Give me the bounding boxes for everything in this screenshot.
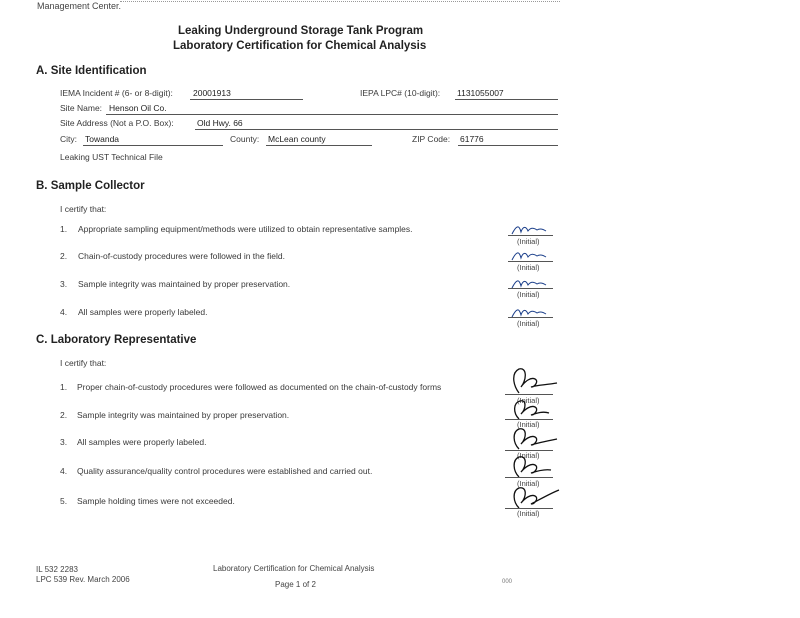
site-name-value: Henson Oil Co. [109,103,167,113]
initial-signature-icon [505,425,560,453]
section-b-certify: I certify that: [60,204,107,214]
file-label: Leaking UST Technical File [60,152,163,162]
b-item-4-num: 4. [60,307,68,317]
c-item-3-text: All samples were properly labeled. [77,437,207,447]
b-item-3-text: Sample integrity was maintained by proper preservation. [78,279,291,289]
b-initial-1-label: (Initial) [517,237,540,246]
c-item-2-num: 2. [60,410,68,420]
address-underline [195,129,558,130]
footer-page-number: Page 1 of 2 [275,580,316,589]
footer-revision: LPC 539 Rev. March 2006 [36,575,130,584]
b-initial-3-line [508,288,553,289]
incident-value: 20001913 [193,88,231,98]
site-name-underline [106,114,558,115]
c-item-4-text: Quality assurance/quality control procedures were established and carried out. [77,466,373,476]
section-c-heading: C. Laboratory Representative [36,334,197,346]
c-initial-4-line [505,477,553,478]
b-initial-2-line [508,261,553,262]
header-fragment: Management Center. [37,1,122,11]
lpc-value: 1131055007 [457,88,504,98]
b-initial-4-label: (Initial) [517,319,540,328]
c-initial-3-label: (Initial) [517,451,540,460]
top-cut-line [120,1,560,2]
c-initial-2-label: (Initial) [517,420,540,429]
b-initial-4-line [508,317,553,318]
c-item-4-num: 4. [60,466,68,476]
initial-signature-icon [510,222,550,236]
address-value: Old Hwy. 66 [197,118,243,128]
lpc-label: IEPA LPC# (10-digit): [360,88,441,98]
county-label: County: [230,134,260,144]
zip-value: 61776 [460,134,484,144]
zip-label: ZIP Code: [412,134,451,144]
county-underline [266,145,372,146]
c-item-2-text: Sample integrity was maintained by proper preservation. [77,410,290,420]
title-line-2: Laboratory Certification for Chemical Analysis [173,40,427,52]
b-item-1-num: 1. [60,224,68,234]
c-item-1-text: Proper chain-of-custody procedures were followed as documented on the chain-of-custody forms [77,382,442,392]
lpc-underline [455,99,558,100]
city-label: City: [60,134,77,144]
b-initial-3-label: (Initial) [517,290,540,299]
c-initial-4-label: (Initial) [517,479,540,488]
b-item-2-text: Chain-of-custody procedures were followed in the field. [78,251,285,261]
section-c-certify: I certify that: [60,358,107,368]
incident-label: IEMA Incident # (6- or 8-digit): [60,88,173,98]
footer-mark: 000 [502,579,513,585]
city-value: Towanda [85,134,120,144]
incident-underline [190,99,303,100]
b-initial-1-line [508,235,553,236]
b-item-1-text: Appropriate sampling equipment/methods were utilized to obtain representative samples. [78,224,413,234]
c-item-1-num: 1. [60,382,68,392]
c-initial-1-label: (Initial) [517,396,540,405]
initial-signature-icon [505,365,560,397]
c-item-5-text: Sample holding times were not exceeded. [77,496,235,506]
c-initial-1-line [505,394,553,395]
initial-signature-icon [510,248,550,262]
c-initial-5-label: (Initial) [517,509,540,518]
b-item-2-num: 2. [60,251,68,261]
site-name-label: Site Name: [60,103,103,113]
city-underline [83,145,223,146]
section-a-heading: A. Site Identification [36,65,147,77]
zip-underline [458,145,558,146]
footer-form-id: IL 532 2283 [36,565,78,574]
footer-doc-title: Laboratory Certification for Chemical Analysis [213,564,375,573]
county-value: McLean county [268,134,326,144]
section-b-heading: B. Sample Collector [36,180,145,192]
b-initial-2-label: (Initial) [517,263,540,272]
c-item-3-num: 3. [60,437,68,447]
b-item-3-num: 3. [60,279,68,289]
c-item-5-num: 5. [60,496,68,506]
title-line-1: Leaking Underground Storage Tank Program [178,25,424,37]
b-item-4-text: All samples were properly labeled. [78,307,208,317]
address-label: Site Address (Not a P.O. Box): [60,118,174,128]
